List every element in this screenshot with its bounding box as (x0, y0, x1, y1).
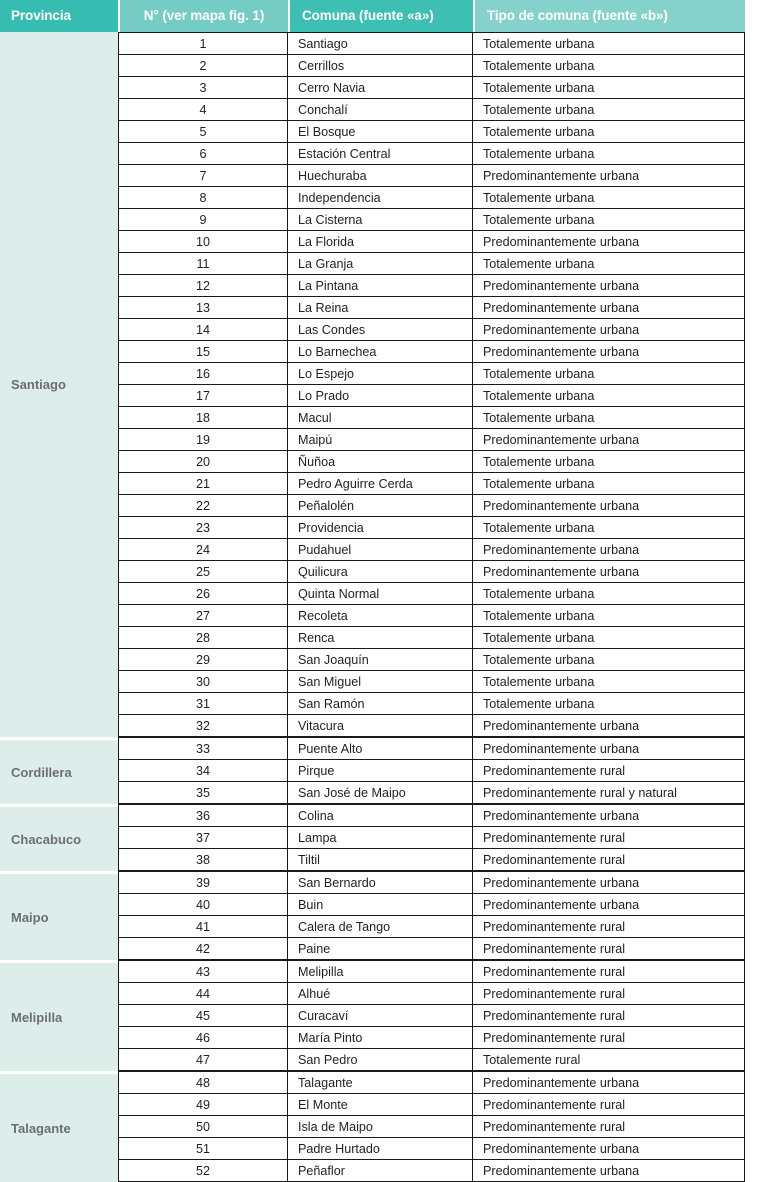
cell-numero: 7 (118, 165, 288, 187)
header-row (0, 0, 745, 32)
cell-tipo-comuna: Totalemente urbana (473, 517, 745, 539)
cell-comuna: Macul (288, 407, 473, 429)
cell-comuna: Curacaví (288, 1005, 473, 1027)
cell-comuna: San Joaquín (288, 649, 473, 671)
cell-numero: 23 (118, 517, 288, 539)
cell-tipo-comuna: Predominantemente rural (473, 916, 745, 938)
cell-numero: 32 (118, 715, 288, 737)
cell-tipo-comuna: Predominantemente urbana (473, 804, 745, 827)
cell-comuna: Providencia (288, 517, 473, 539)
cell-tipo-comuna: Totalemente urbana (473, 363, 745, 385)
cell-numero: 24 (118, 539, 288, 561)
cell-numero: 16 (118, 363, 288, 385)
cell-numero: 20 (118, 451, 288, 473)
cell-tipo-comuna: Totalemente urbana (473, 209, 745, 231)
cell-numero: 50 (118, 1116, 288, 1138)
cell-numero: 37 (118, 827, 288, 849)
column-header-tipo: Tipo de comuna (fuente «b») (473, 0, 745, 32)
cell-comuna: Huechuraba (288, 165, 473, 187)
cell-tipo-comuna: Totalemente urbana (473, 693, 745, 715)
cell-tipo-comuna: Totalemente urbana (473, 143, 745, 165)
cell-numero: 6 (118, 143, 288, 165)
cell-numero: 47 (118, 1049, 288, 1071)
cell-tipo-comuna: Predominantemente rural (473, 960, 745, 983)
cell-tipo-comuna: Totalemente urbana (473, 55, 745, 77)
cell-comuna: Conchalí (288, 99, 473, 121)
cell-comuna: Ñuñoa (288, 451, 473, 473)
cell-numero: 11 (118, 253, 288, 275)
cell-tipo-comuna: Predominantemente urbana (473, 429, 745, 451)
cell-numero: 34 (118, 760, 288, 782)
cell-comuna: San Miguel (288, 671, 473, 693)
cell-comuna: Tiltil (288, 849, 473, 871)
cell-comuna: Maipú (288, 429, 473, 451)
cell-comuna: Pudahuel (288, 539, 473, 561)
cell-comuna: Independencia (288, 187, 473, 209)
cell-comuna: Talagante (288, 1071, 473, 1094)
cell-tipo-comuna: Predominantemente urbana (473, 165, 745, 187)
cell-comuna: Alhué (288, 983, 473, 1005)
cell-numero: 17 (118, 385, 288, 407)
cell-tipo-comuna: Totalemente urbana (473, 649, 745, 671)
cell-tipo-comuna: Totalemente urbana (473, 121, 745, 143)
cell-comuna: San Pedro (288, 1049, 473, 1071)
cell-tipo-comuna: Predominantemente rural (473, 1094, 745, 1116)
province-cell: Chacabuco (0, 804, 118, 871)
cell-tipo-comuna: Predominantemente urbana (473, 715, 745, 737)
cell-numero: 3 (118, 77, 288, 99)
cell-numero: 26 (118, 583, 288, 605)
cell-numero: 1 (118, 32, 288, 55)
cell-comuna: Colina (288, 804, 473, 827)
cell-numero: 44 (118, 983, 288, 1005)
cell-numero: 42 (118, 938, 288, 960)
cell-numero: 33 (118, 737, 288, 760)
cell-tipo-comuna: Totalemente urbana (473, 407, 745, 429)
cell-tipo-comuna: Predominantemente rural (473, 760, 745, 782)
table-row (0, 32, 745, 55)
cell-tipo-comuna: Predominantemente rural (473, 983, 745, 1005)
cell-numero: 38 (118, 849, 288, 871)
cell-comuna: Peñaflor (288, 1160, 473, 1182)
cell-comuna: Cerrillos (288, 55, 473, 77)
cell-numero: 45 (118, 1005, 288, 1027)
column-header-numero: N° (ver mapa fig. 1) (118, 0, 288, 32)
table-body (0, 32, 745, 1182)
cell-tipo-comuna: Predominantemente rural (473, 1116, 745, 1138)
cell-comuna: Santiago (288, 32, 473, 55)
cell-comuna: El Monte (288, 1094, 473, 1116)
cell-comuna: La Reina (288, 297, 473, 319)
cell-comuna: Las Condes (288, 319, 473, 341)
cell-comuna: Calera de Tango (288, 916, 473, 938)
cell-tipo-comuna: Predominantemente urbana (473, 871, 745, 894)
cell-numero: 8 (118, 187, 288, 209)
cell-numero: 41 (118, 916, 288, 938)
province-cell: Maipo (0, 871, 118, 960)
cell-numero: 10 (118, 231, 288, 253)
cell-numero: 22 (118, 495, 288, 517)
cell-comuna: Puente Alto (288, 737, 473, 760)
cell-tipo-comuna: Predominantemente urbana (473, 1138, 745, 1160)
cell-numero: 29 (118, 649, 288, 671)
cell-comuna: San Bernardo (288, 871, 473, 894)
cell-numero: 43 (118, 960, 288, 983)
cell-tipo-comuna: Totalemente urbana (473, 77, 745, 99)
cell-numero: 36 (118, 804, 288, 827)
cell-numero: 5 (118, 121, 288, 143)
cell-tipo-comuna: Totalemente urbana (473, 253, 745, 275)
table-row (0, 804, 745, 827)
cell-numero: 21 (118, 473, 288, 495)
province-cell: Santiago (0, 32, 118, 737)
cell-tipo-comuna: Predominantemente urbana (473, 319, 745, 341)
cell-numero: 46 (118, 1027, 288, 1049)
cell-tipo-comuna: Predominantemente rural (473, 827, 745, 849)
cell-tipo-comuna: Predominantemente rural (473, 938, 745, 960)
cell-tipo-comuna: Totalemente urbana (473, 473, 745, 495)
province-cell: Talagante (0, 1071, 118, 1182)
cell-tipo-comuna: Predominantemente urbana (473, 1071, 745, 1094)
cell-tipo-comuna: Predominantemente urbana (473, 737, 745, 760)
cell-tipo-comuna: Predominantemente urbana (473, 561, 745, 583)
cell-comuna: Peñalolén (288, 495, 473, 517)
cell-numero: 35 (118, 782, 288, 804)
cell-numero: 12 (118, 275, 288, 297)
cell-tipo-comuna: Predominantemente urbana (473, 231, 745, 253)
cell-numero: 4 (118, 99, 288, 121)
table-row (0, 1071, 745, 1094)
column-header-comuna: Comuna (fuente «a») (288, 0, 473, 32)
cell-comuna: Quinta Normal (288, 583, 473, 605)
cell-numero: 9 (118, 209, 288, 231)
cell-numero: 27 (118, 605, 288, 627)
cell-tipo-comuna: Predominantemente urbana (473, 297, 745, 319)
cell-comuna: Renca (288, 627, 473, 649)
cell-numero: 14 (118, 319, 288, 341)
cell-tipo-comuna: Totalemente rural (473, 1049, 745, 1071)
cell-numero: 2 (118, 55, 288, 77)
cell-comuna: La Granja (288, 253, 473, 275)
cell-numero: 40 (118, 894, 288, 916)
cell-comuna: Recoleta (288, 605, 473, 627)
table-row (0, 871, 745, 894)
cell-numero: 52 (118, 1160, 288, 1182)
cell-comuna: La Cisterna (288, 209, 473, 231)
cell-comuna: Vitacura (288, 715, 473, 737)
cell-tipo-comuna: Predominantemente urbana (473, 341, 745, 363)
cell-numero: 25 (118, 561, 288, 583)
cell-tipo-comuna: Totalemente urbana (473, 451, 745, 473)
cell-comuna: Lo Prado (288, 385, 473, 407)
cell-tipo-comuna: Totalemente urbana (473, 583, 745, 605)
cell-tipo-comuna: Totalemente urbana (473, 605, 745, 627)
cell-comuna: Paine (288, 938, 473, 960)
cell-comuna: Lampa (288, 827, 473, 849)
cell-comuna: Pirque (288, 760, 473, 782)
cell-comuna: Padre Hurtado (288, 1138, 473, 1160)
cell-comuna: El Bosque (288, 121, 473, 143)
column-header-provincia: Provincia (0, 0, 118, 32)
cell-comuna: Buin (288, 894, 473, 916)
cell-tipo-comuna: Predominantemente urbana (473, 1160, 745, 1182)
cell-tipo-comuna: Totalemente urbana (473, 627, 745, 649)
cell-tipo-comuna: Predominantemente rural y natural (473, 782, 745, 804)
cell-numero: 19 (118, 429, 288, 451)
table-header (0, 0, 745, 32)
cell-numero: 49 (118, 1094, 288, 1116)
province-cell: Melipilla (0, 960, 118, 1071)
cell-numero: 39 (118, 871, 288, 894)
cell-numero: 51 (118, 1138, 288, 1160)
cell-numero: 30 (118, 671, 288, 693)
cell-numero: 28 (118, 627, 288, 649)
table-row (0, 960, 745, 983)
cell-numero: 48 (118, 1071, 288, 1094)
cell-tipo-comuna: Predominantemente urbana (473, 495, 745, 517)
cell-tipo-comuna: Totalemente urbana (473, 671, 745, 693)
cell-comuna: La Pintana (288, 275, 473, 297)
cell-tipo-comuna: Predominantemente urbana (473, 539, 745, 561)
cell-comuna: Quilicura (288, 561, 473, 583)
cell-comuna: María Pinto (288, 1027, 473, 1049)
cell-comuna: Lo Espejo (288, 363, 473, 385)
cell-tipo-comuna: Predominantemente rural (473, 1027, 745, 1049)
cell-tipo-comuna: Totalemente urbana (473, 187, 745, 209)
cell-comuna: Estación Central (288, 143, 473, 165)
cell-tipo-comuna: Totalemente urbana (473, 99, 745, 121)
cell-comuna: Isla de Maipo (288, 1116, 473, 1138)
cell-comuna: Pedro Aguirre Cerda (288, 473, 473, 495)
cell-numero: 15 (118, 341, 288, 363)
cell-tipo-comuna: Totalemente urbana (473, 32, 745, 55)
province-cell: Cordillera (0, 737, 118, 804)
cell-comuna: San Ramón (288, 693, 473, 715)
table-row (0, 737, 745, 760)
cell-comuna: La Florida (288, 231, 473, 253)
cell-numero: 13 (118, 297, 288, 319)
cell-comuna: Melipilla (288, 960, 473, 983)
cell-comuna: San José de Maipo (288, 782, 473, 804)
cell-numero: 18 (118, 407, 288, 429)
cell-tipo-comuna: Predominantemente urbana (473, 275, 745, 297)
cell-numero: 31 (118, 693, 288, 715)
cell-tipo-comuna: Predominantemente rural (473, 1005, 745, 1027)
cell-tipo-comuna: Predominantemente rural (473, 849, 745, 871)
cell-tipo-comuna: Predominantemente urbana (473, 894, 745, 916)
cell-comuna: Cerro Navia (288, 77, 473, 99)
cell-tipo-comuna: Totalemente urbana (473, 385, 745, 407)
cell-comuna: Lo Barnechea (288, 341, 473, 363)
